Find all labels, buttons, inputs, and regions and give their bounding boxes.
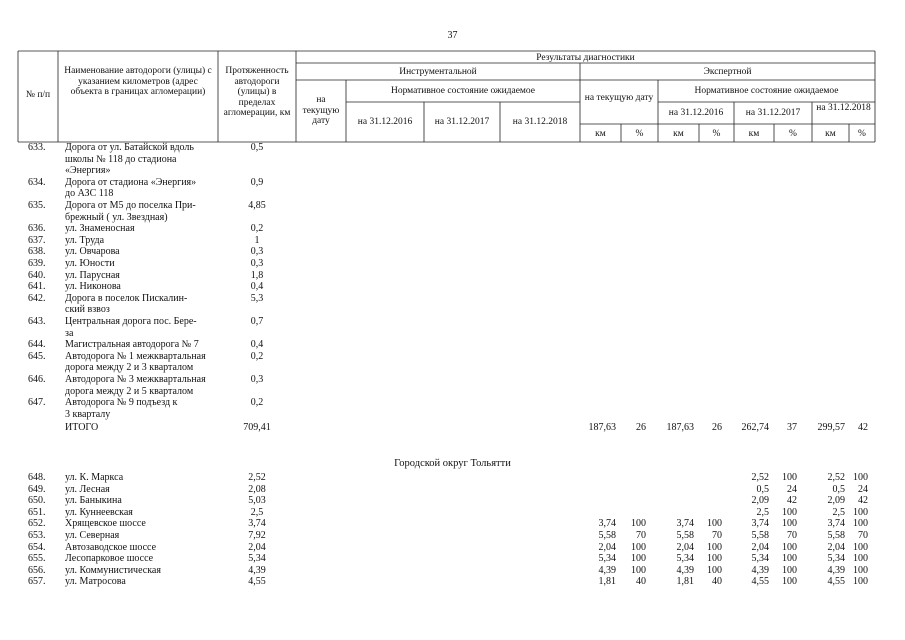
row-name-line: Дорога от стадиона «Энергия» — [65, 176, 197, 188]
row-name: ул. Северная — [65, 530, 120, 541]
header-pct: % — [635, 129, 644, 139]
row-number: 643. — [28, 316, 46, 327]
row-number: 652. — [28, 518, 46, 530]
header-current-expert: на текущую дату — [584, 93, 654, 103]
result-value: 5,34 — [676, 553, 694, 565]
row-number: 638. — [28, 246, 46, 258]
header-pct: % — [789, 129, 797, 139]
header-km: км — [595, 129, 606, 139]
header-length: Протяженность автодороги (улицы) в пределах агломерации, км — [223, 66, 291, 118]
result-value: 100 — [782, 472, 797, 483]
header-pct: % — [858, 129, 866, 139]
result-value: 100 — [631, 518, 646, 530]
row-number: 653. — [28, 530, 46, 541]
result-value: 100 — [631, 564, 646, 576]
row-name-line: Магистральная автодорога № 7 — [65, 339, 199, 351]
result-value: 100 — [782, 553, 797, 565]
row-name: ул. Коммунистическая — [65, 564, 161, 576]
result-value: 2,5 — [756, 506, 769, 518]
row-length: 5,34 — [248, 553, 266, 565]
row-length: 7,92 — [248, 530, 266, 541]
result-value: 5,34 — [827, 553, 845, 565]
row-length: 0,2 — [250, 223, 264, 235]
row-number: 656. — [28, 564, 46, 576]
header-exp-2018: на 31.12.2018 — [816, 103, 871, 113]
total-length: 709,41 — [243, 422, 271, 434]
result-value: 100 — [707, 518, 722, 530]
row-length: 0,7 — [250, 316, 264, 327]
result-value: 1,81 — [598, 576, 616, 588]
row-name-line: до АЗС 118 — [65, 188, 114, 200]
row-number: 644. — [28, 339, 46, 351]
row-name: Автозаводское шоссе — [65, 541, 157, 553]
result-value: 4,39 — [676, 564, 694, 576]
row-name-line: Автодорога № 1 межквартальная — [65, 350, 206, 362]
header-instr-2018: на 31.12.2018 — [512, 117, 568, 127]
row-number: 657. — [28, 576, 46, 588]
row-number: 655. — [28, 553, 46, 565]
row-number: 646. — [28, 374, 46, 385]
row-name-line: Автодорога № 3 межквартальная — [65, 374, 206, 385]
total-value: 26 — [712, 422, 722, 434]
result-value: 4,39 — [751, 564, 769, 576]
header-pct: % — [712, 129, 721, 139]
row-name: ул. Лесная — [65, 483, 110, 495]
total-value: 37 — [787, 422, 797, 434]
row-number: 647. — [28, 397, 46, 409]
header-num: № п/п — [25, 90, 51, 100]
result-value: 100 — [782, 506, 797, 518]
row-name: ул. К. Маркса — [65, 472, 124, 483]
row-number: 634. — [28, 176, 46, 188]
result-value: 70 — [636, 530, 646, 541]
row-length: 2,52 — [248, 472, 266, 483]
header-exp-2016: на 31.12.2016 — [668, 108, 724, 118]
header-instr-2017: на 31.12.2017 — [434, 117, 490, 127]
section-title: Городской округ Тольятти — [394, 458, 511, 469]
result-value: 100 — [782, 518, 797, 530]
header-normative-expert: Нормативное состояние ожидаемое — [694, 86, 839, 96]
row-length: 4,85 — [248, 200, 266, 211]
row-length: 2,04 — [248, 541, 266, 553]
result-value: 100 — [853, 541, 868, 553]
row-name-line: ул. Овчарова — [65, 246, 120, 258]
row-length: 0,3 — [250, 374, 264, 385]
row-number: 639. — [28, 258, 46, 269]
header-expert: Экспертной — [703, 67, 752, 77]
row-name-line: ул. Никонова — [65, 281, 121, 293]
row-number: 633. — [28, 142, 46, 153]
row-length: 4,55 — [248, 576, 266, 588]
result-value: 100 — [631, 541, 646, 553]
result-value: 4,39 — [598, 564, 616, 576]
total-label: ИТОГО — [65, 422, 99, 434]
row-length: 2,08 — [248, 483, 266, 495]
result-value: 24 — [858, 483, 868, 495]
result-value: 3,74 — [827, 518, 845, 530]
total-value: 26 — [636, 422, 646, 434]
result-value: 5,34 — [598, 553, 616, 565]
row-name-line: «Энергия» — [65, 165, 111, 177]
row-length: 4,39 — [248, 564, 266, 576]
row-length: 2,5 — [250, 506, 264, 518]
row-number: 636. — [28, 223, 46, 235]
result-value: 2,5 — [832, 506, 845, 518]
total-value: 299,57 — [817, 422, 845, 434]
row-number: 649. — [28, 483, 46, 495]
result-value: 2,52 — [827, 472, 845, 483]
result-value: 2,09 — [827, 495, 845, 507]
row-name-line: брежный ( ул. Звездная) — [65, 211, 168, 223]
result-value: 5,58 — [827, 530, 845, 541]
header-km: км — [825, 129, 836, 139]
result-value: 0,5 — [832, 483, 845, 495]
result-value: 100 — [853, 472, 868, 483]
result-value: 2,04 — [751, 541, 769, 553]
header-km: км — [673, 129, 684, 139]
result-value: 100 — [782, 576, 797, 588]
result-value: 5,58 — [598, 530, 616, 541]
result-value: 4,39 — [827, 564, 845, 576]
header-results: Результаты диагностики — [536, 53, 635, 63]
header-current-instr: на текущую дату — [302, 95, 340, 126]
row-length: 1,8 — [250, 269, 264, 281]
result-value: 100 — [853, 576, 868, 588]
row-name: ул. Куннеевская — [65, 506, 133, 518]
result-value: 70 — [712, 530, 722, 541]
row-name-line: ул. Парусная — [65, 269, 120, 281]
header-normative-instr: Нормативное состояние ожидаемое — [390, 86, 536, 96]
row-length: 0,4 — [250, 339, 264, 351]
row-name: Лесопарковое шоссе — [65, 553, 154, 565]
row-name-line: Дорога от М5 до поселка При- — [65, 200, 196, 211]
result-value: 4,55 — [751, 576, 769, 588]
result-value: 100 — [853, 518, 868, 530]
row-name-line: за — [65, 327, 74, 339]
row-number: 637. — [28, 234, 46, 246]
row-name-line: Центральная дорога пос. Бере- — [65, 316, 197, 327]
result-value: 70 — [858, 530, 868, 541]
row-name-line: ул. Знаменосная — [65, 223, 135, 235]
page-number: 37 — [447, 30, 458, 41]
row-number: 650. — [28, 495, 46, 507]
row-length: 0,2 — [250, 397, 264, 409]
row-name-line: ул. Труда — [65, 234, 105, 246]
header-exp-2017: на 31.12.2017 — [745, 108, 801, 118]
result-value: 5,58 — [676, 530, 694, 541]
total-value: 187,63 — [666, 422, 694, 434]
header-instrumental: Инструментальной — [399, 67, 477, 77]
result-value: 2,04 — [676, 541, 694, 553]
row-number: 651. — [28, 506, 46, 518]
result-value: 2,52 — [751, 472, 769, 483]
result-value: 2,09 — [751, 495, 769, 507]
row-length: 3,74 — [248, 518, 266, 530]
row-length: 0,9 — [250, 176, 264, 188]
row-name-line: ский взвоз — [65, 304, 110, 316]
row-length: 0,5 — [250, 142, 264, 153]
result-value: 40 — [636, 576, 646, 588]
result-value: 5,34 — [751, 553, 769, 565]
result-value: 70 — [787, 530, 797, 541]
row-number: 648. — [28, 472, 46, 483]
total-value: 262,74 — [741, 422, 769, 434]
result-value: 100 — [631, 553, 646, 565]
row-name-line: Автодорога № 9 подъезд к — [65, 397, 178, 409]
result-value: 42 — [858, 495, 868, 507]
row-name-line: Дорога в поселок Пискалин- — [65, 292, 188, 304]
result-value: 100 — [707, 564, 722, 576]
row-number: 635. — [28, 200, 46, 211]
row-length: 5,03 — [248, 495, 266, 507]
result-value: 1,81 — [676, 576, 694, 588]
row-number: 641. — [28, 281, 46, 293]
total-value: 42 — [858, 422, 868, 434]
result-value: 3,74 — [676, 518, 694, 530]
row-length: 1 — [254, 234, 260, 246]
row-name-line: школы № 118 до стадиона — [65, 153, 177, 165]
row-number: 645. — [28, 350, 46, 362]
result-value: 5,58 — [751, 530, 769, 541]
result-value: 100 — [853, 553, 868, 565]
result-value: 3,74 — [598, 518, 616, 530]
row-name-line: ул. Юности — [65, 258, 115, 269]
result-value: 40 — [712, 576, 722, 588]
result-value: 42 — [787, 495, 797, 507]
result-value: 100 — [782, 541, 797, 553]
result-value: 100 — [853, 564, 868, 576]
row-name: ул. Матросова — [65, 576, 126, 588]
row-length: 0,4 — [250, 281, 264, 293]
result-value: 0,5 — [756, 483, 769, 495]
row-length: 5,3 — [250, 292, 264, 304]
result-value: 24 — [787, 483, 797, 495]
header-instr-2016: на 31.12.2016 — [357, 117, 413, 127]
result-value: 2,04 — [827, 541, 845, 553]
row-name-line: Дорога от ул. Батайской вдоль — [65, 142, 194, 153]
result-value: 4,55 — [827, 576, 845, 588]
row-name: Хрящевское шоссе — [65, 518, 146, 530]
header-name: Наименование автодороги (улицы) с указанием километров (адрес объекта в границах агломерации) — [64, 66, 212, 97]
row-name-line: дорога между 2 и 3 кварталом — [65, 362, 194, 374]
row-number: 654. — [28, 541, 46, 553]
total-value: 187,63 — [588, 422, 616, 434]
result-value: 100 — [853, 506, 868, 518]
row-number: 640. — [28, 269, 46, 281]
row-length: 0,3 — [250, 258, 264, 269]
result-value: 2,04 — [598, 541, 616, 553]
result-value: 100 — [707, 553, 722, 565]
row-name-line: дорога между 2 и 5 кварталом — [65, 385, 194, 397]
row-name-line: 3 кварталу — [65, 408, 111, 420]
row-name: ул. Баныкина — [65, 495, 122, 507]
result-value: 100 — [707, 541, 722, 553]
row-number: 642. — [28, 292, 46, 304]
result-value: 100 — [782, 564, 797, 576]
row-length: 0,3 — [250, 246, 264, 258]
header-km: км — [748, 129, 760, 139]
row-length: 0,2 — [250, 350, 264, 362]
result-value: 3,74 — [751, 518, 769, 530]
